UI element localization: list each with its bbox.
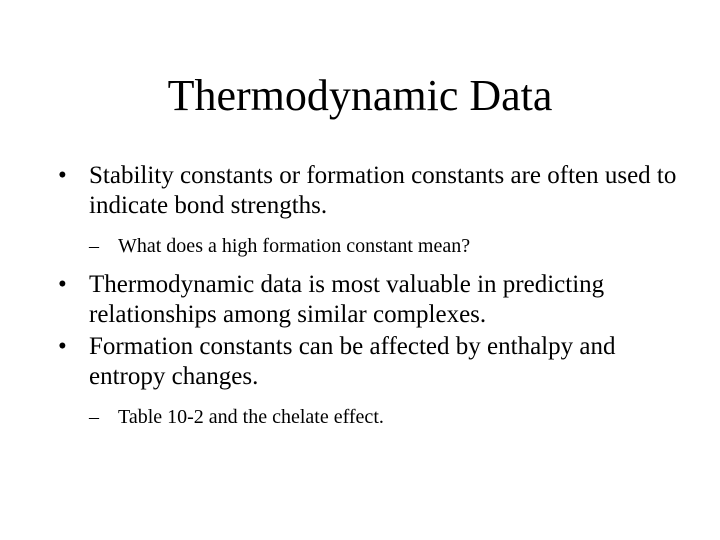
- sub-bullet-text: What does a high formation constant mean?: [118, 235, 471, 257]
- sub-bullet-item: [58, 234, 698, 258]
- bullet-text: Thermodynamic data is most valuable in predicting relationships among similar complexes.: [89, 271, 605, 328]
- bullet-item: [58, 161, 698, 221]
- slide-content: [58, 161, 698, 429]
- bullet-marker: •: [58, 333, 67, 360]
- sub-bullet-text: Table 10-2 and the chelate effect.: [118, 406, 384, 428]
- bullet-marker: •: [58, 162, 67, 189]
- bullet-text: Formation constants can be affected by enthalpy and entropy changes.: [89, 333, 616, 390]
- slide-title: Thermodynamic Data: [167, 71, 553, 120]
- sub-bullet-marker: –: [89, 406, 99, 428]
- bullet-marker: •: [58, 271, 67, 298]
- bullet-text: Stability constants or formation constants are often used to indicate bond strengths.: [89, 162, 677, 219]
- sub-bullet-item: [58, 405, 698, 429]
- sub-bullet-marker: –: [89, 235, 99, 257]
- bullet-item: [58, 270, 698, 330]
- bullet-item: [58, 332, 698, 392]
